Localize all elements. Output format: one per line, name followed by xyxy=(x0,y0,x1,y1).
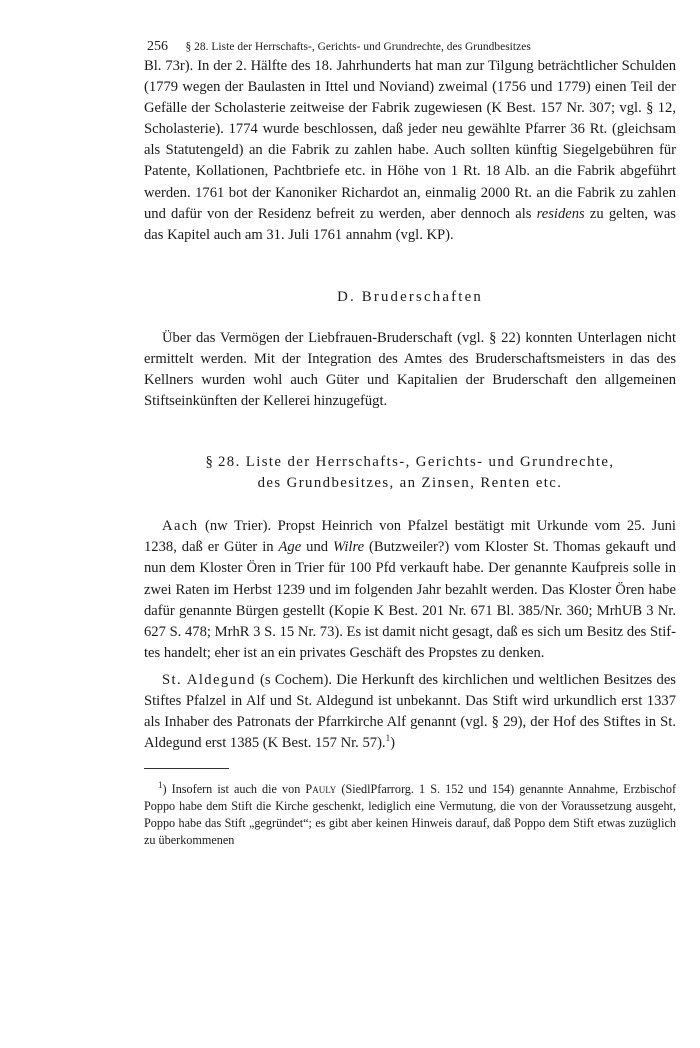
entry-aach-text-b: und xyxy=(306,539,329,556)
footnote-reference-paren: ) xyxy=(390,735,395,752)
entry-keyword-aldegund: St. Aldegund xyxy=(162,671,256,688)
footnote-text-b: (SiedlPfarrorg. 1 S. 152 und 154) genannte Annahme, Erzbischof Poppo habe dem Stift die Kirche geschenkt, lediglich eine Vermutung, die von der Voraussetzung ausgeht, Poppo habe das Stift „gegründet“; es gibt aber keinen Hinweis darauf, daß Poppo dem Stift etwas zuzüglich zu überkommenen xyxy=(144,782,677,848)
entry-aach-text-c: (Butzweiler?) vom Kloster St. Thomas gekauft und nun dem Kloster Ören in Trier für 100 Pfd verkauft habe. Der genannte Kaufpreis solle in zwei Raten im Herbst 1239 und im folgenden Jahr bezahlt werden. Das Kloster Ören habe dafür genannte Bürgen gestellt (Kopie K Best. 201 Nr. 671 Bl. 385/Nr. 360; MrhUB 3 Nr. 627 S. 478; MrhR 3 S. 15 Nr. 73). Es ist damit nicht gesagt, daß es sich um Besitz des Stiftes handelt; eher ist an ein privates Geschäft des Propstes zu denken. xyxy=(144,539,676,661)
running-header xyxy=(144,38,676,56)
entry-aldegund xyxy=(144,670,676,754)
entry-aach xyxy=(144,516,676,664)
section-heading-28-text1: 28. Liste der Herrschafts-, Gerichts- und Grundrechte, xyxy=(218,454,615,471)
italic-residens: residens xyxy=(536,205,585,222)
footnote-text-a: Insofern ist auch die von xyxy=(171,782,301,797)
book-page xyxy=(144,38,676,849)
paragraph-fabrik-text: Bl. 73r). In der 2. Hälfte des 18. Jahrhunderts hat man zur Tilgung beträchtlicher Schulden (1779 wegen der Baulasten in Ittel und Noviand) zweimal (1756 und 1779) einen Teil der Gefälle der Scholasterie zeitweise der Fabrik zugewiesen (K Best. 157 Nr. 307; vgl. § 12, Scholasterie). 1774 wurde beschlossen, daß jeder neu gewählte Pfarrer 36 Rt. (gleichsam als Statutengeld) an die Fabrik zu zahlen habe. Auch sollten künftig Siegelgebühren für Patente, Kollationen, Pachtbriefe etc. in Höhe von 1 Rt. 18 Alb. an die Fabrik abgeführt werden. 1761 bot der Kanoniker Richardot an, einmalig 2000 Rt. an die Fabrik zu zahlen und dafür von der Residenz befreit zu werden, aber dennoch als xyxy=(144,58,676,222)
footnote-author: Pauly xyxy=(305,782,337,797)
section-heading-28-line2: des Grundbesitzes, an Zinsen, Renten etc. xyxy=(257,475,563,492)
section-heading-28 xyxy=(144,452,676,494)
footnote-marker: 1 xyxy=(158,780,163,791)
footnote-rule xyxy=(144,768,229,769)
italic-age: Age xyxy=(278,539,302,556)
section-heading-bruderschaften: D. Bruderschaften xyxy=(337,288,483,305)
footnote-reference: 1 xyxy=(385,733,391,744)
section-heading-28-line1 xyxy=(144,452,676,473)
section-symbol: § xyxy=(205,454,213,471)
page-number: 256 xyxy=(147,39,168,54)
paragraph-bruderschaft: Über das Vermögen der Liebfrauen-Bruderschaft (vgl. § 22) konnten Unterlagen nicht ermittelt werden. Mit der Integration des Amtes des Bruderschaftsmeisters in das des Kellners wurden wohl auch Güter und Kapitalien der Bruderschaft den allgemeinen Stiftseinkünften der Kellerei hinzugefügt. xyxy=(144,329,676,410)
paragraph-fabrik-end: zu gelten, was das Kapitel auch am 31. Juli 1761 annahm (vgl. KP). xyxy=(144,205,676,243)
footnote-marker-paren: ) xyxy=(162,782,167,797)
entry-aldegund-text: (s Cochem). Die Herkunft des kirchlichen und weltlichen Besitzes des Stiftes Pfalzel in Alf und St. Aldegund ist unbekannt. Das Stift wird urkundlich erst 1337 als Inhaber des Patronats der Pfarrkirche Alf genannt (vgl. § 29), der Hof des Stiftes in St. Aldegund erst 1385 (K Best. 157 Nr. 57). xyxy=(144,671,676,752)
running-title: § 28. Liste der Herrschafts-, Gerichts- und Grundrechte, des Grundbesitzes xyxy=(185,41,531,53)
entry-keyword-aach: Aach xyxy=(162,518,199,535)
paragraph-fabrik xyxy=(144,56,676,246)
footnote-1 xyxy=(144,781,676,849)
italic-wilre: Wilre xyxy=(332,539,365,556)
entry-aach-text-a: (nw Trier). Propst Heinrich von Pfalzel bestätigt mit Urkunde vom 25. Juni 1238, daß er Güter in xyxy=(144,518,676,556)
